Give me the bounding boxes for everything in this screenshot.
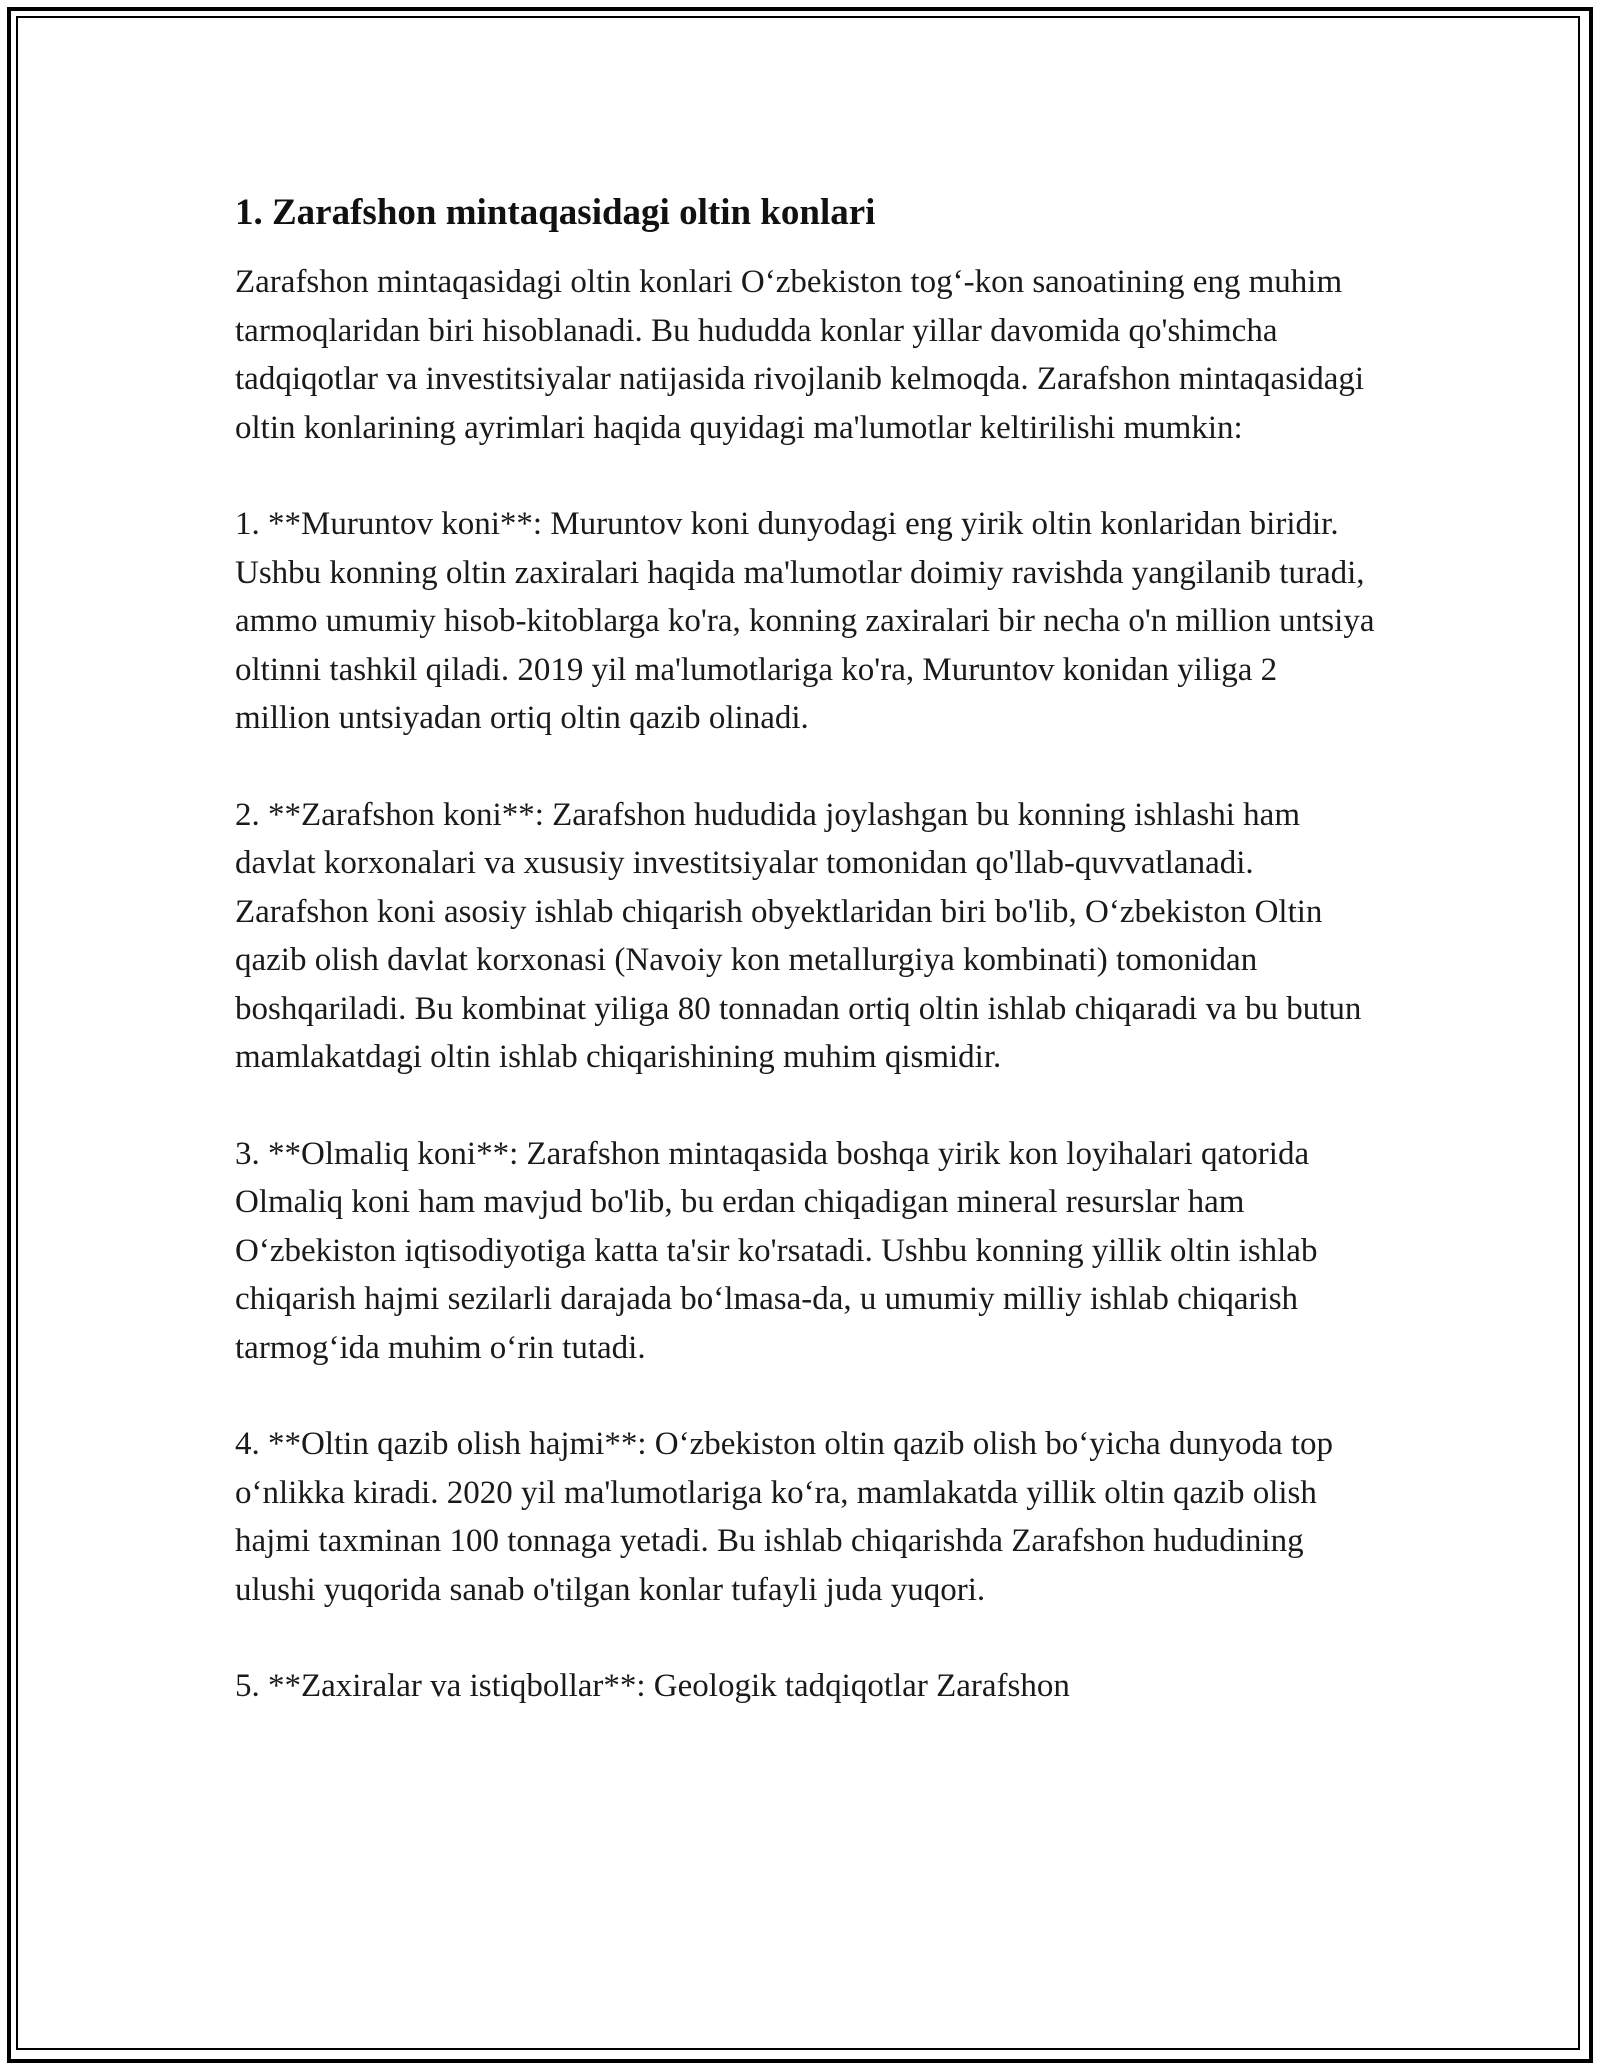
intro-paragraph: Zarafshon mintaqasidagi oltin konlari O‘zbekiston tog‘-kon sanoatining eng muhim tarmoqlaridan biri hisoblanadi. Bu hududda konlar yillar davomida qo'shimcha tadqiqotlar va investitsiyalar natijasida rivojlanib kelmoqda. Zarafshon mintaqasidagi oltin konlarining ayrimlari haqida quyidagi ma'lumotlar keltirilishi mumkin: <box>235 264 1365 446</box>
list-item-zarafshon: 2. **Zarafshon koni**: Zarafshon hududida joylashgan bu konning ishlashi ham davlat korxonalari va xususiy investitsiyalar tomonidan qo'llab-quvvatlanadi. Zarafshon koni asosiy ishlab chiqarish obyektlaridan biri bo'lib, O‘zbekiston Oltin qazib olish davlat korxonasi (Navoiy kon metallurgiya kombinati) tomonidan boshqariladi. Bu kombinat yiliga 80 tonnadan ortiq oltin ishlab chiqaradi va bu butun mamlakatdagi oltin ishlab chiqarishining muhim qismidir. <box>235 796 1362 1075</box>
list-item-muruntov: 1. **Muruntov koni**: Muruntov koni dunyodagi eng yirik oltin konlaridan biridir. Ushbu konning oltin zaxiralari haqida ma'lumotlar doimiy ravishda yangilanib turadi, ammo umumiy hisob-kitoblarga ko'ra, konning zaxiralari bir necha o'n million untsiya oltinni tashkil qiladi. 2019 yil ma'lumotlariga ko'ra, Muruntov konidan yiliga 2 million untsiyadan ortiq oltin qazib olinadi. <box>235 506 1375 736</box>
section-heading: 1. Zarafshon mintaqasidagi oltin konlari <box>235 192 876 233</box>
list-item-production-volume: 4. **Oltin qazib olish hajmi**: O‘zbekiston oltin qazib olish bo‘yicha dunyoda top o‘nlikka kiradi. 2020 yil ma'lumotlariga ko‘ra, mamlakatda yillik oltin qazib olish hajmi taxminan 100 tonnaga yetadi. Bu ishlab chiqarishda Zarafshon hududining ulushi yuqorida sanab o'tilgan konlar tufayli juda yuqori. <box>235 1426 1334 1608</box>
list-item-reserves: 5. **Zaxiralar va istiqbollar**: Geologik tadqiqotlar Zarafshon <box>235 1668 1070 1704</box>
document-page <box>235 188 1375 1759</box>
list-item-olmaliq: 3. **Olmaliq koni**: Zarafshon mintaqasida boshqa yirik kon loyihalari qatorida Olmaliq koni ham mavjud bo'lib, bu erdan chiqadigan mineral resurslar ham O‘zbekiston iqtisodiyotiga katta ta'sir ko'rsatadi. Ushbu konning yillik oltin ishlab chiqarish hajmi sezilarli darajada bo‘lmasa-da, u umumiy milliy ishlab chiqarish tarmog‘ida muhim o‘rin tutadi. <box>235 1135 1318 1366</box>
